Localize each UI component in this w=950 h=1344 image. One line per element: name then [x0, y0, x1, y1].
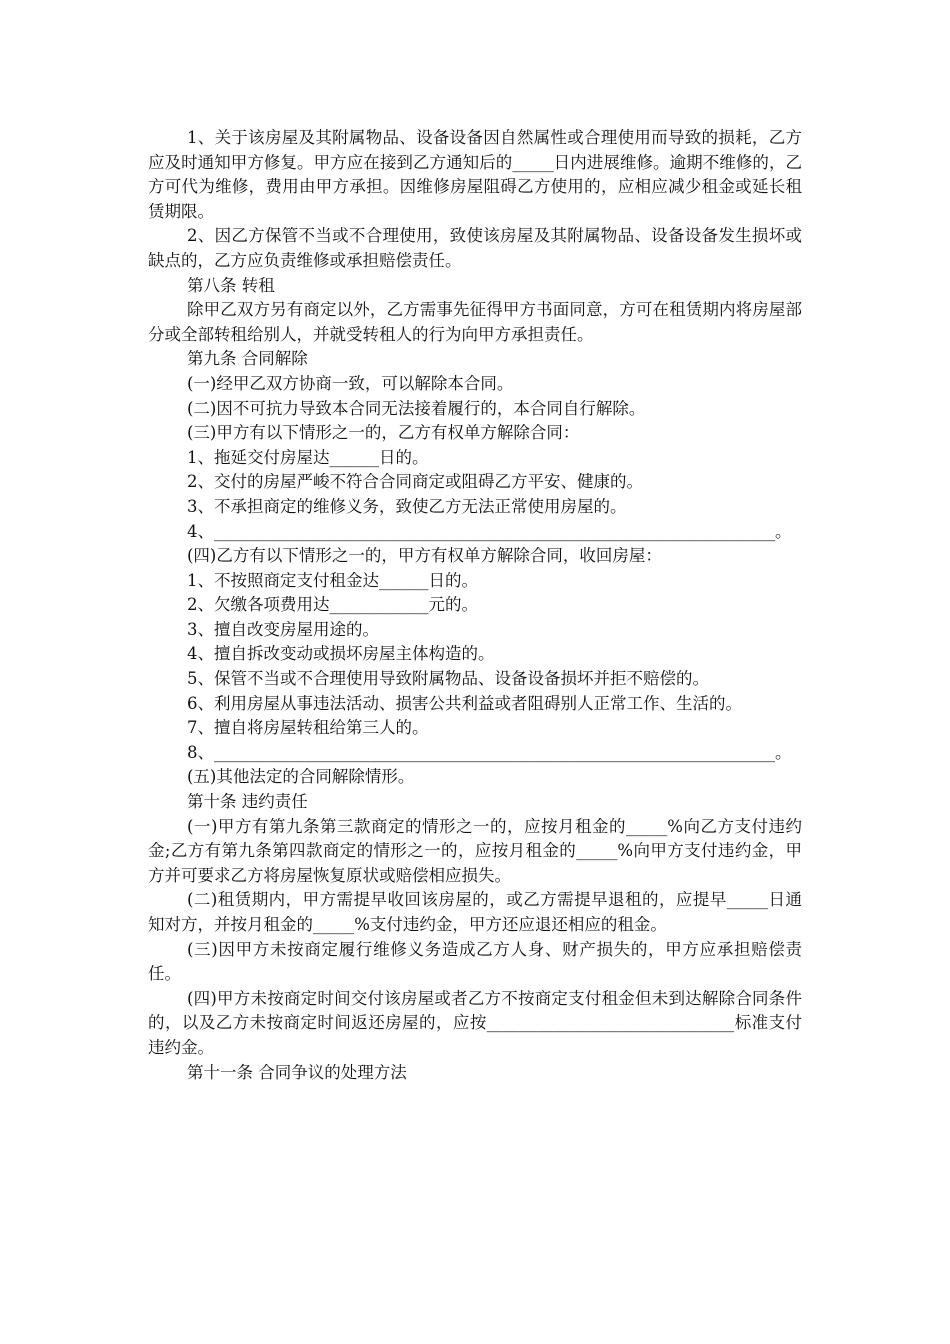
clause-9-4: (四)乙方有以下情形之一的，甲方有权单方解除合同，收回房屋：: [187, 546, 662, 566]
clause-9-3-item-2: 2、交付的房屋严峻不符合合同商定或阻碍乙方平安、健康的。: [187, 472, 643, 492]
clause-9-4-item-1: 1、不按照商定支付租金达______日的。: [187, 570, 478, 590]
clause-9-2: (二)因不可抗力导致本合同无法接着履行的，本合同自行解除。: [187, 398, 646, 418]
paragraph-sublease: 除甲乙双方另有商定以外，乙方需事先征得甲方书面同意，方可在租赁期内将房屋部分或全部转租给别人，并就受转租人的行为向甲方承担责任。: [148, 300, 802, 344]
article-11-heading: 第十一条 合同争议的处理方法: [187, 1062, 407, 1082]
clause-9-3-item-3: 3、不承担商定的维修义务，致使乙方无法正常使用房屋的。: [187, 496, 627, 516]
clause-9-4-item-7: 7、擅自将房屋转租给第三人的。: [187, 718, 429, 738]
article-8-heading: 第八条 转租: [187, 275, 275, 295]
clause-10-3: (三)因甲方未按商定履行维修义务造成乙方人身、财产损失的，甲方应承担赔偿责任。: [148, 939, 802, 984]
clause-9-4-item-6: 6、利用房屋从事违法活动、损害公共利益或者阻碍别人正常工作、生活的。: [187, 693, 742, 713]
clause-9-4-item-3: 3、擅自改变房屋用途的。: [187, 619, 379, 639]
clause-9-3-item-1: 1、拖延交付房屋达______日的。: [187, 447, 429, 467]
clause-10-1: (一)甲方有第九条第三款商定的情形之一的，应按月租金的_____%向乙方支付违约金;乙方有第九条第四款商定的情形之一的，应按月租金的_____%向甲方支付违约金，甲方并可要求乙方将房屋恢复原状或赔偿相应损失。: [148, 816, 802, 885]
clause-9-4-item-4: 4、擅自拆改变动或损坏房屋主体构造的。: [187, 644, 495, 664]
article-9-heading: 第九条 合同解除: [187, 349, 308, 369]
paragraph-damage-liability: 2、因乙方保管不当或不合理使用，致使该房屋及其附属物品、设备设备发生损坏或缺点的，乙方应负责维修或承担赔偿责任。: [148, 226, 802, 270]
clause-10-2: (二)租赁期内，甲方需提早收回该房屋的，或乙方需提早退租的，应提早_____日通知对方，并按月租金的_____%支付违约金，甲方还应退还相应的租金。: [148, 890, 802, 934]
paragraph-repair-obligation: 1、关于该房屋及其附属物品、设备设备因自然属性或合理使用而导致的损耗，乙方应及时通知甲方修复。甲方应在接到乙方通知后的_____日内进展维修。逾期不维修的，乙方可代为维修，费用由甲方承担。因维修房屋阻碍乙方使用的，应相应减少租金或延长租赁期限。: [148, 128, 802, 221]
article-10-heading: 第十条 违约责任: [187, 792, 308, 812]
clause-10-4: (四)甲方未按商定时间交付该房屋或者乙方不按商定支付租金但未到达解除合同条件的，以及乙方未按商定时间返还房屋的，应按______________________________标准支付违约金。: [148, 988, 802, 1057]
clause-9-4-item-2: 2、欠缴各项费用达____________元的。: [187, 595, 478, 615]
clause-9-5: (五)其他法定的合同解除情形。: [187, 767, 415, 787]
clause-9-3-item-4: 4、____________________________________________________________________。: [187, 521, 792, 541]
clause-9-3: (三)甲方有以下情形之一的，乙方有权单方解除合同：: [187, 423, 580, 443]
document-body: [148, 126, 802, 1085]
clause-9-4-item-5: 5、保管不当或不合理使用导致附属物品、设备设备损坏并拒不赔偿的。: [187, 669, 709, 689]
clause-9-4-item-8: 8、____________________________________________________________________。: [187, 742, 792, 762]
clause-9-1: (一)经甲乙双方协商一致，可以解除本合同。: [187, 373, 514, 393]
